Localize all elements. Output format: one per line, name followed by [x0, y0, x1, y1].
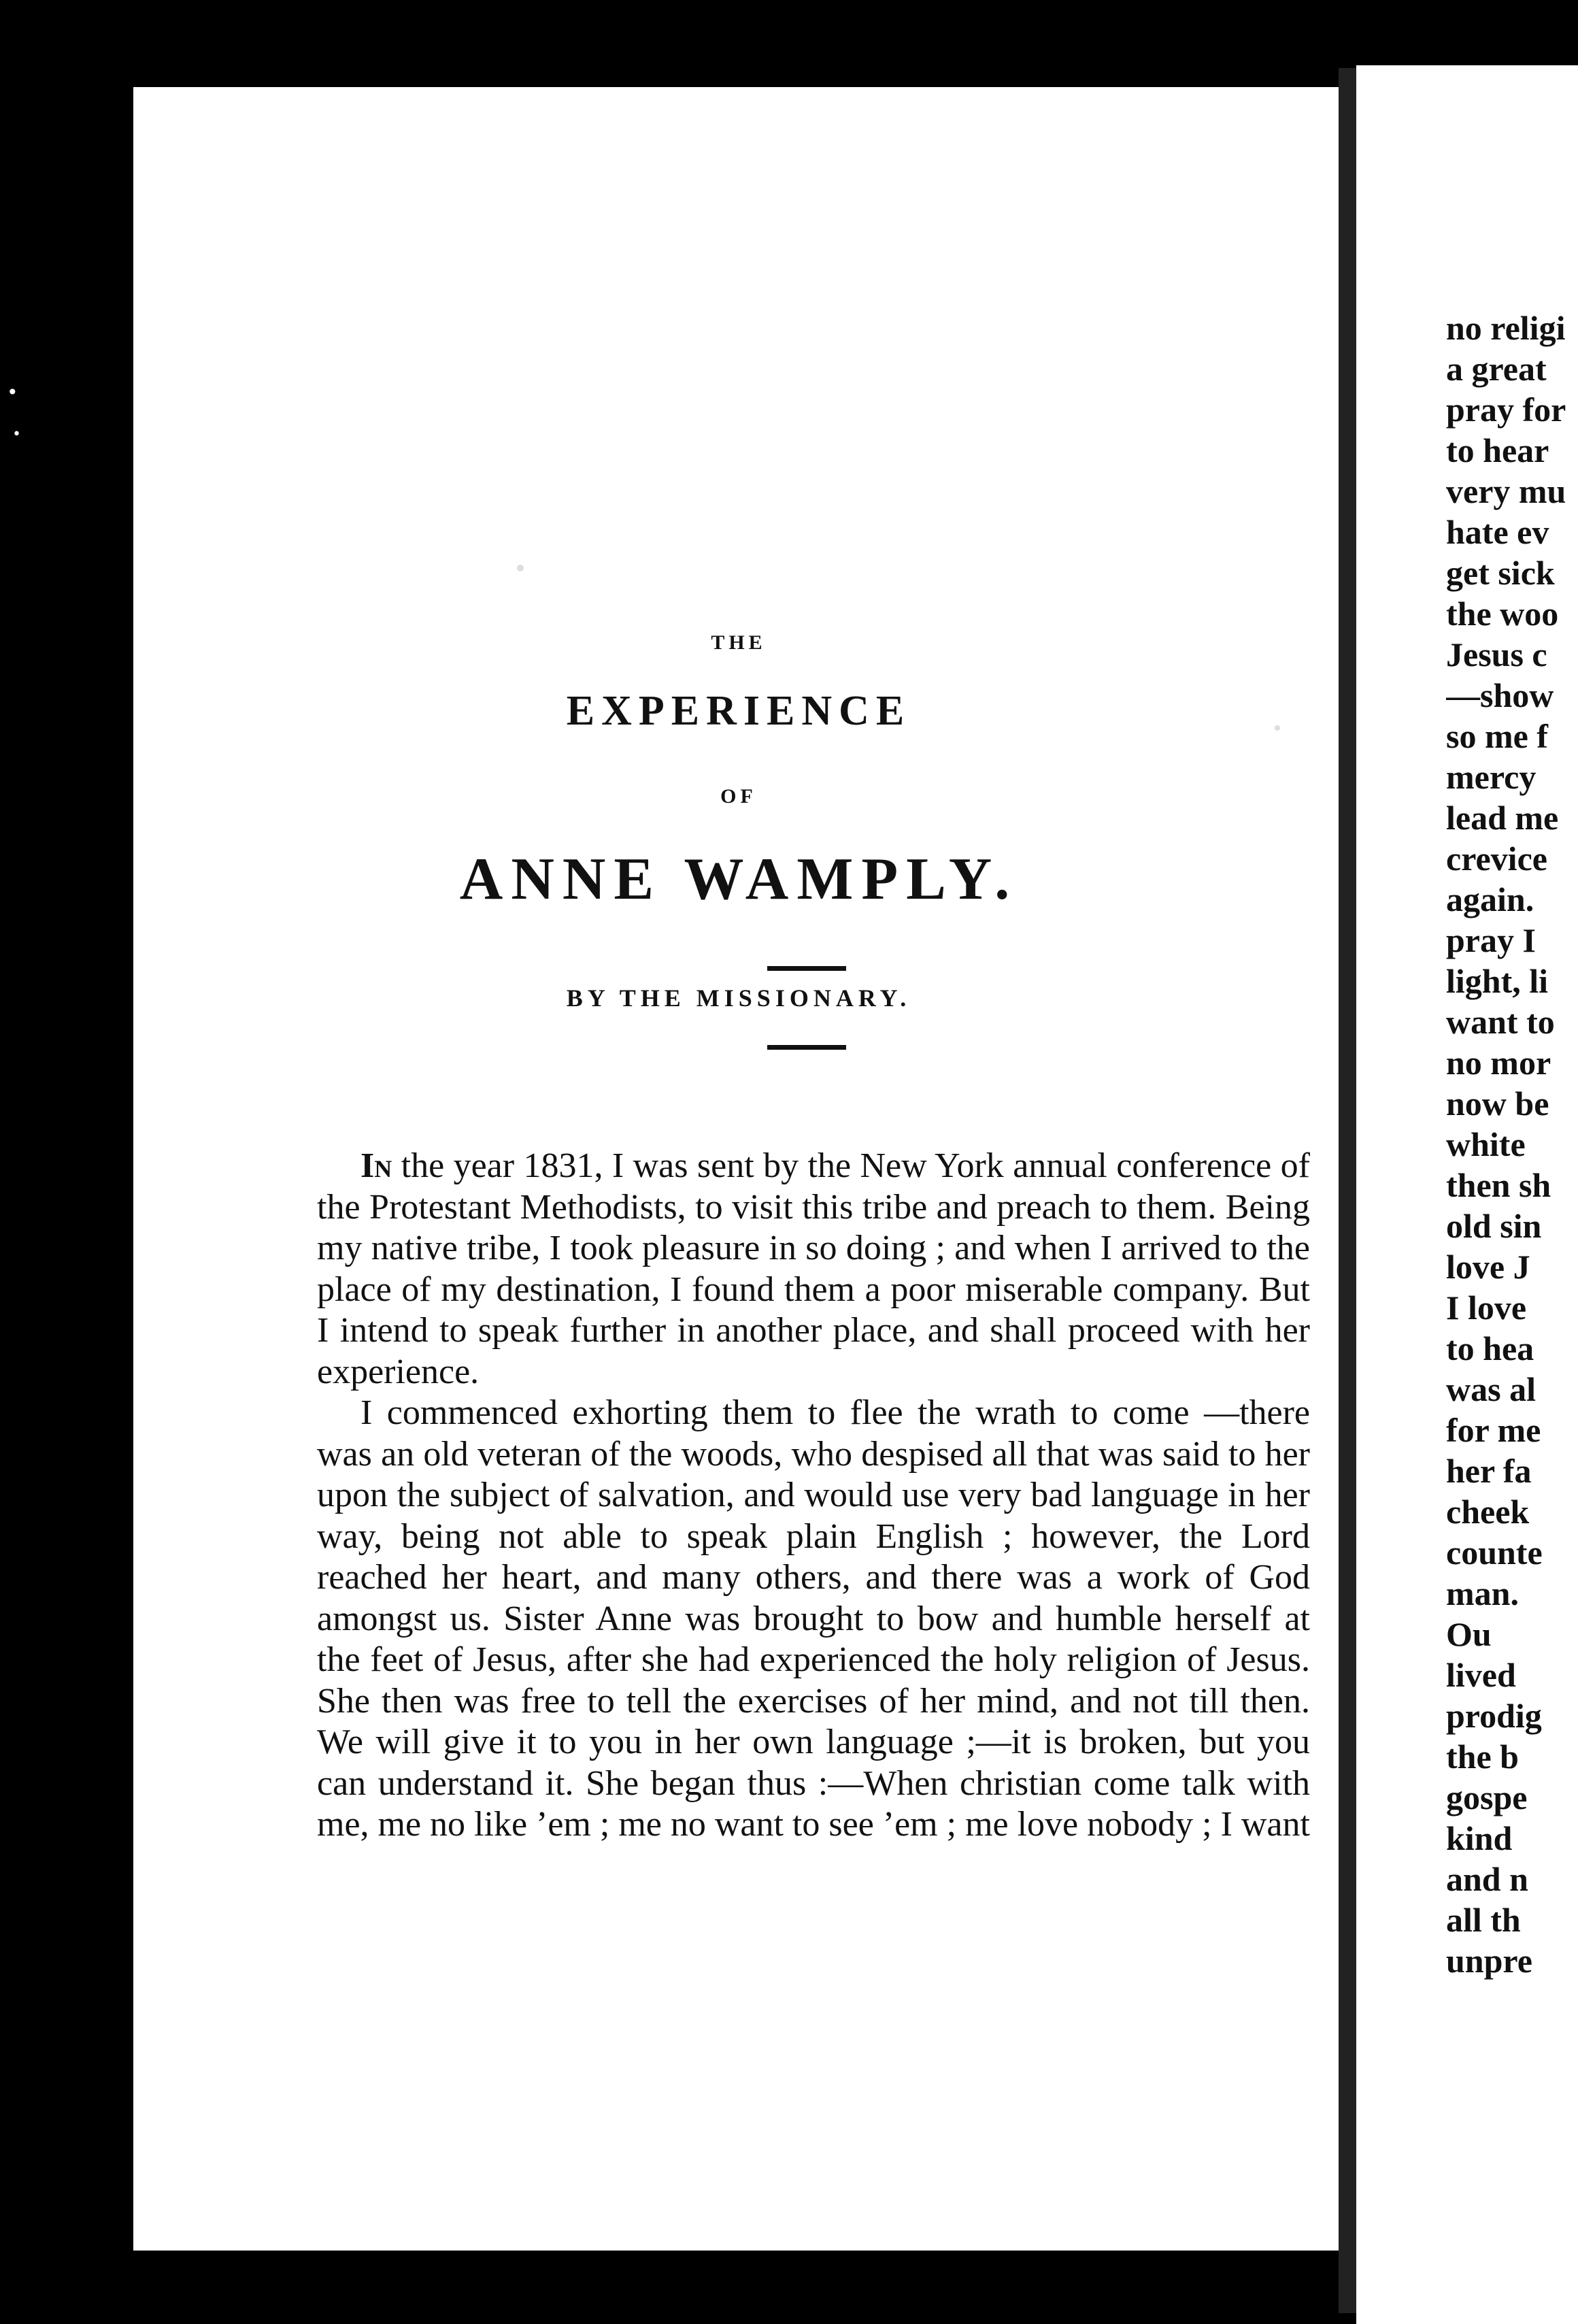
right-page-line: counte	[1446, 1533, 1543, 1572]
right-page-line: crevice	[1446, 840, 1547, 878]
paragraph-1	[317, 1146, 1310, 1393]
right-page-line: kind	[1446, 1819, 1513, 1857]
margin-speck: •	[12, 426, 21, 443]
byline: BY THE MISSIONARY.	[566, 984, 911, 1012]
right-page-line: no mor	[1446, 1044, 1551, 1082]
right-page-line: again.	[1446, 880, 1534, 918]
right-page-line: mercy	[1446, 758, 1537, 796]
right-page-line: a great	[1446, 350, 1547, 388]
right-page-line: then sh	[1446, 1166, 1551, 1204]
title-experience: EXPERIENCE	[566, 688, 911, 734]
right-page-line: all th	[1446, 1901, 1521, 1939]
right-page-line: her fa	[1446, 1452, 1532, 1490]
right-page-line: —show	[1446, 676, 1554, 714]
title-of: OF	[720, 785, 757, 808]
right-page-line: the woo	[1446, 595, 1559, 633]
right-page-line: lead me	[1446, 799, 1559, 837]
right-page-line: to hear	[1446, 431, 1549, 469]
right-page-line: white	[1446, 1125, 1526, 1163]
right-page-line: lived	[1446, 1656, 1516, 1694]
right-page-line: light, li	[1446, 962, 1549, 1000]
right-page-line: prodig	[1446, 1697, 1542, 1735]
body-text	[317, 1146, 1310, 1846]
right-page-line: and n	[1446, 1860, 1528, 1898]
right-page-line: no religi	[1446, 309, 1566, 347]
right-page-line: pray I	[1446, 921, 1536, 959]
book-gutter	[1339, 68, 1356, 2313]
paragraph-1-text: the year 1831, I was sent by the New York annual conference of the Protestant Methodists, to visit this tribe and preach to them. Being my native tribe, I took pleasure in so doing ; and when I arrived to the place of my destination, I found them a poor miserable company. But I intend to speak further in another place, and shall proceed with her experience.	[317, 1146, 1310, 1391]
right-page-line: I love	[1446, 1289, 1527, 1327]
right-page-line: get sick	[1446, 554, 1555, 592]
right-page-line: man.	[1446, 1574, 1519, 1612]
paper-speck	[517, 565, 524, 571]
right-page-line: cheek	[1446, 1493, 1530, 1531]
drop-cap: In	[360, 1146, 392, 1185]
right-page-line: the b	[1446, 1738, 1519, 1776]
right-page-line: Ou	[1446, 1615, 1492, 1653]
right-page-line: was al	[1446, 1370, 1536, 1408]
right-page-line: very mu	[1446, 472, 1566, 510]
right-page-line: old sin	[1446, 1207, 1542, 1245]
right-page-line: pray for	[1446, 391, 1566, 429]
title-name: ANNE WAMPLY.	[459, 846, 1018, 912]
margin-speck: •	[7, 381, 18, 403]
paragraph-2	[317, 1393, 1310, 1846]
right-page-line: want to	[1446, 1003, 1555, 1041]
right-page-line: gospe	[1446, 1778, 1528, 1816]
right-page-line: hate ev	[1446, 513, 1549, 551]
right-page-line: unpre	[1446, 1942, 1532, 1980]
title-rule-upper	[767, 966, 846, 971]
right-page-line: now be	[1446, 1084, 1549, 1123]
right-page-line: Jesus c	[1446, 635, 1547, 674]
title-the: THE	[711, 631, 767, 654]
right-page-text-fragments	[1446, 308, 1578, 1981]
right-page-line: love J	[1446, 1248, 1530, 1286]
right-page-line: to hea	[1446, 1329, 1534, 1367]
right-page-line: for me	[1446, 1411, 1541, 1449]
paragraph-2-text: I commenced exhorting them to flee the wrath to come —there was an old veteran of the woods, who despised all that was said to her upon the subject of salvation, and would use very bad language in her way, being not able to speak plain English ; however, the Lord reached her heart, and many others, and there was a work of God amongst us. Sister Anne was brought to bow and humble herself at the feet of Jesus, after she had experienced the holy religion of Jesus. She then was free to tell the exercises of her mind, and not till then. We will give it to you in her own language ;—it is broken, but you can understand it. She began thus :—When christian come talk with me, me no like ’em ; me no want to see ’em ; me love nobody ; I want	[317, 1393, 1310, 1844]
right-page-line: so me f	[1446, 717, 1548, 755]
title-rule-lower	[767, 1045, 846, 1050]
